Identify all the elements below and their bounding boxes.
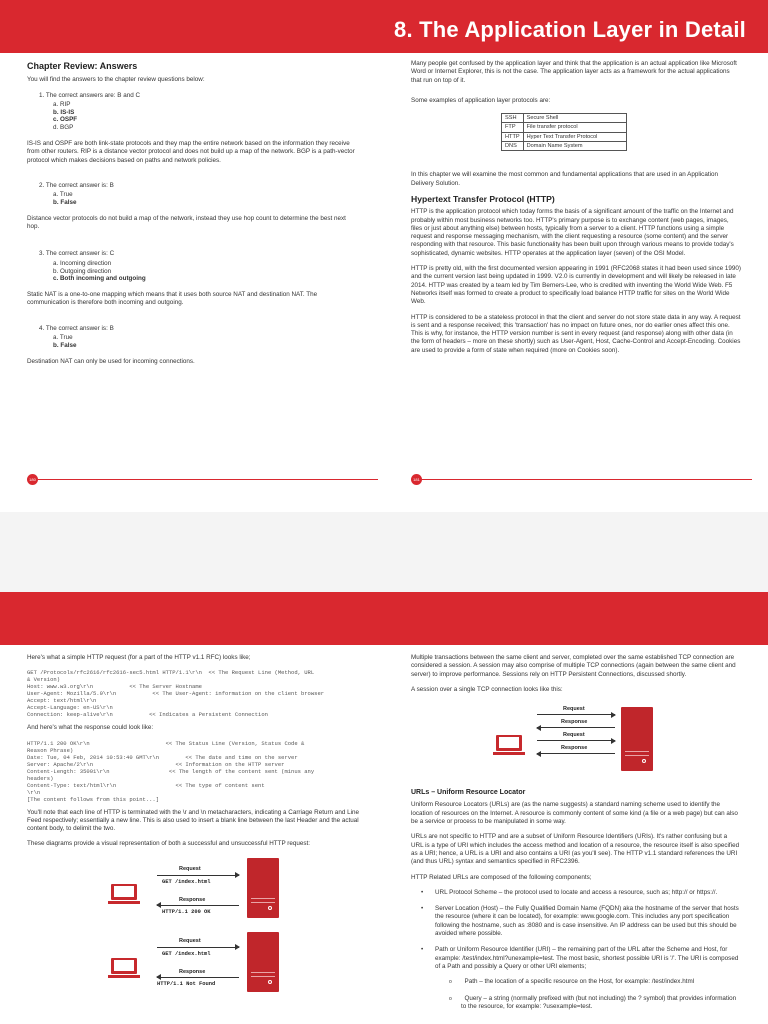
response-line: HTTP/1.1 Not Found: [157, 980, 216, 987]
options-list-1: [53, 101, 357, 132]
client-computer-icon: [111, 884, 137, 905]
paragraph: Some examples of application layer protocols are:: [411, 96, 551, 104]
table-row: [502, 123, 627, 132]
options-list-3: [53, 260, 357, 283]
session-response-label: Response: [561, 719, 588, 726]
paragraph: Here's what a simple HTTP request (for a part of the HTTP v1.1 RFC) looks like;: [27, 654, 251, 661]
paragraph: Many people get confused by the application layer and think that the application is an actual application like Microsoft Word or Internet Explorer, this is not the case. The application layer acts as a framework for the actual applications that run on top of it.: [411, 60, 737, 84]
sub-list-item-text: Path – the location of a specific resource on the Host, for example: /test/index.html: [464, 978, 695, 986]
table-cell: Hyper Text Transfer Protocol: [523, 132, 626, 141]
response-arrow: [157, 977, 239, 978]
client-computer-icon: [496, 735, 522, 756]
client-computer-icon: [111, 958, 137, 979]
session-request-arrow: [537, 740, 615, 741]
table-cell: Domain Name System: [523, 142, 626, 151]
page-header-bar-right: [384, 0, 768, 53]
url-components-list: [421, 889, 741, 1011]
option-correct: c. Both incoming and outgoing: [53, 275, 146, 283]
option: a. True: [53, 334, 73, 342]
chapter-title: 8. The Application Layer in Detail: [394, 17, 746, 42]
explanation: Static NAT is a one-to-one mapping which means that it uses both source NAT and destination NAT. The communication is therefore both incoming and outgoing.: [27, 291, 318, 307]
option-correct: b. IS-IS: [53, 108, 75, 116]
explanation: Distance vector protocols do not build a map of the network, instead they use hop count to determine the best next hop.: [27, 214, 346, 231]
diagram-200-ok: [27, 856, 362, 924]
session-request-label: Request: [563, 732, 585, 739]
server-icon: [247, 932, 279, 992]
options-list-2: [53, 191, 357, 207]
server-icon: [621, 707, 653, 771]
footer-rule-right: [422, 479, 752, 480]
sub-list-item: [449, 978, 741, 986]
option: b. Outgoing direction: [53, 267, 112, 275]
table-cell: HTTP: [502, 132, 524, 141]
paragraph: HTTP is considered to be a stateless protocol in that the client and server do not store state data in any way. A request is sent and a response received; this 'transaction' has no impact on future ones, nor do earlier ones affect this one. This is why, for instance, the HTTP version number is sent in every request (and response) along with other data (in the form of headers – more on these shortly) such as User-Agent, Host, Cache-Control and Accept-Encoding. Cookies are used to provide a form of state when required (more on Cookies soon).: [411, 313, 741, 354]
table-row: [502, 132, 627, 141]
paragraph: URLs are not specific to HTTP and are a subset of Uniform Resource Identifiers (URIs). It's rather confusing but a URL is a type of URI which includes the access method and location of a resource, the resource itself is also specified as a URI; hence, a URL is a URI and also contains a URI (as you'll see). The HTTP v1.1 standard references the URI (and thus URL) syntax and semantics specified in RFC2396.: [411, 833, 740, 866]
page-header-bar-left: [0, 592, 384, 645]
section-heading: Hypertext Transfer Protocol (HTTP): [411, 193, 555, 204]
explanation: IS-IS and OSPF are both link-state protocols and they map the entire network based on the information they receive from other routers. RIP is a distance vector protocol and does not build up a map of the network. BGP is a path-vector protocol which makes decisions based on paths and network policies.: [27, 140, 355, 164]
option: a. RIP: [53, 100, 71, 108]
option: d. BGP: [53, 124, 74, 132]
http-request-code: GET /Protocols/rfc2616/rfc2616-sec5.html HTTP/1.1\r\n << The Request Line (Method, URL & Version) Host: www.w3.org\r\n << The Server Hostname User-Agent: Mozilla/5.0\r\n << The User-Agent: information on the client browser Accept: text/html\r\n Accept-Language: en-US\r\n Connection: keep-alive\r\n << Indicates a Persistent Connection: [27, 669, 325, 719]
paragraph: And here's what the response could look like:: [27, 724, 154, 732]
table-cell: SSH: [502, 114, 524, 123]
paragraph: These diagrams provide a visual representation of both a successful and unsuccessful HTTP request:: [27, 840, 311, 848]
paragraph: You'll note that each line of HTTP is terminated with the \r and \n metacharacters, indicating a Carriage Return and Line Feed respectively; essentially a new line. This is also used to insert a blank line between the last Header and the actual content body, to delimit the two.: [27, 808, 359, 833]
question-answer-3: 3. The correct answer is: C: [39, 250, 115, 258]
session-diagram: [411, 701, 741, 783]
question-answer-4: 4. The correct answer is: B: [39, 324, 114, 332]
session-request-label: Request: [563, 706, 585, 713]
session-response-arrow: [537, 753, 615, 754]
option-correct: c. OSPF: [53, 116, 78, 124]
table-cell: File transfer protocol: [523, 123, 626, 132]
sub-list-item-text: Query – a string (normally prefixed with (but not including) the ? symbol) that provides information to the resource, for example: ?usexample=test.: [461, 994, 737, 1010]
paragraph: A session over a single TCP connection looks like this:: [411, 685, 563, 693]
request-arrow: [157, 875, 239, 876]
question-answer-1: 1. The correct answers are: B and C: [39, 91, 141, 99]
paragraph: You will find the answers to the chapter review questions below:: [27, 76, 205, 84]
paragraph: Uniform Resource Locators (URLs) are (as the name suggests) a standard naming scheme used to identify the location of resources on the Internet. A resource is commonly content of some kind (a file or a web page) but can also be a service or process to be manipulated in some way.: [411, 801, 738, 826]
table-row: [502, 142, 627, 151]
session-request-arrow: [537, 714, 615, 715]
response-arrow: [157, 905, 239, 906]
explanation: Destination NAT can only be used for incoming connections.: [27, 357, 195, 365]
question-answer-2: 2. The correct answer is: B: [39, 181, 114, 189]
option-correct: b. False: [53, 341, 77, 349]
table-cell: Secure Shell: [523, 114, 626, 123]
response-line: HTTP/1.1 200 OK: [162, 908, 211, 915]
option: a. Incoming direction: [53, 259, 112, 267]
request-label: Request: [179, 865, 201, 872]
sub-list-item: [449, 995, 741, 1012]
section-heading: URLs – Uniform Resource Locator: [411, 789, 526, 797]
page-183-content: [411, 654, 741, 1019]
paragraph: HTTP is pretty old, with the first documented version appearing in 1991 (RFC2068 states it had been used since 1990) and the current version last being updated in 1999. V2.0 is currently in development and will likely be released in late 2014. HTTP was created by a team led by Tim Berners-Lee, who is credited with inventing the World Wide Web. F5 Networks itself was formed to create a product to specifically load balance HTTP traffic for sites on the World Wide Web.: [411, 265, 741, 306]
request-arrow: [157, 947, 239, 948]
session-response-label: Response: [561, 745, 588, 752]
session-response-arrow: [537, 727, 615, 728]
table-cell: DNS: [502, 142, 524, 151]
list-item: • URL Protocol Scheme – the protocol used to locate and access a resource, such as; http:// or https://.: [421, 889, 741, 897]
page-182-content: [27, 654, 362, 1000]
table-row: [502, 114, 627, 123]
uri-elements-list: [449, 978, 741, 1011]
page-header-bar-right: [384, 592, 768, 645]
diagram-not-found: [27, 928, 362, 996]
http-response-code: HTTP/1.1 200 OK\r\n << The Status Line (Version, Status Code & Reason Phrase) Date: Tue, 04 Feb, 2014 10:53:40 GMT\r\n << The date and time on the server Server: Apache/2\r\n << Information on the HTTP server Content-Length: 35001\r\n << The length of the content sent (minus any headers) Content-Type: text/html\r\n << The type of content sent \r\n [The content follows from this point...]: [27, 739, 315, 803]
list-item-text: Path or Uniform Resource Identifier (URI) – the remaining part of the URL after the Scheme and Host, for example: /test/index.html?unexample=test. The most basic, shortest possible URI is '/'. The URI is composed of a Path and possibly a Query or other URI elements;: [435, 946, 739, 970]
paragraph: HTTP is the application protocol which today forms the basis of a significant amount of the traffic on the Internet and probably within most business networks too. HTTP's primary purpose is to exchange content (web pages, images, files or just about anything else) between hosts, typically from a server to a client. HTTP functions using a simple request and response messaging mechanism, with the client requesting a resource (some content) and the server responding with that resource. This basic functionality has been built upon through various means to provide today's sophisticated, dynamic websites. HTTP operates at the application layer (seven) of the OSI Model.: [411, 208, 734, 257]
section-heading: Chapter Review: Answers: [27, 61, 138, 71]
table-cell: FTP: [502, 123, 524, 132]
request-label: Request: [179, 937, 201, 944]
option-correct: b. False: [53, 199, 77, 207]
protocol-table: [501, 113, 627, 151]
options-list-4: [53, 334, 357, 350]
response-label: Response: [179, 968, 206, 975]
response-label: Response: [179, 896, 206, 903]
footer-rule-left: [38, 479, 378, 480]
option: a. True: [53, 191, 73, 199]
page-number-180: 180: [27, 474, 38, 485]
spread-bottom: [0, 592, 768, 1024]
list-item: [421, 946, 741, 1011]
page-header-bar-left: [0, 0, 384, 53]
request-line: GET /index.html: [162, 950, 211, 957]
list-item: • Server Location (Host) – the Fully Qualified Domain Name (FQDN) aka the hostname of the server that hosts the resource (where it can be located), for example: www.google.com. This includes any port specification following the hostname, such as :8080 and is case insensitive. An IP address can be used but this should be avoided where possible.: [421, 905, 741, 938]
page-gap: [0, 512, 768, 592]
page-180-content: [27, 62, 357, 373]
page-number-181: 181: [411, 474, 422, 485]
server-icon: [247, 858, 279, 918]
paragraph: In this chapter we will examine the most common and fundamental applications that are used in an Application Delivery Solution.: [411, 171, 718, 187]
paragraph: HTTP Related URLs are composed of the following components;: [411, 873, 592, 881]
page-181-content: [411, 60, 741, 362]
paragraph: Multiple transactions between the same client and server, completed over the same established TCP connection are considered a session. A session may also comprise of multiple TCP connections (again between the same client and server) to improve performance. Sessions rely on HTTP Persistent Connections, discussed shortly.: [411, 654, 736, 678]
request-line: GET /index.html: [162, 878, 211, 885]
